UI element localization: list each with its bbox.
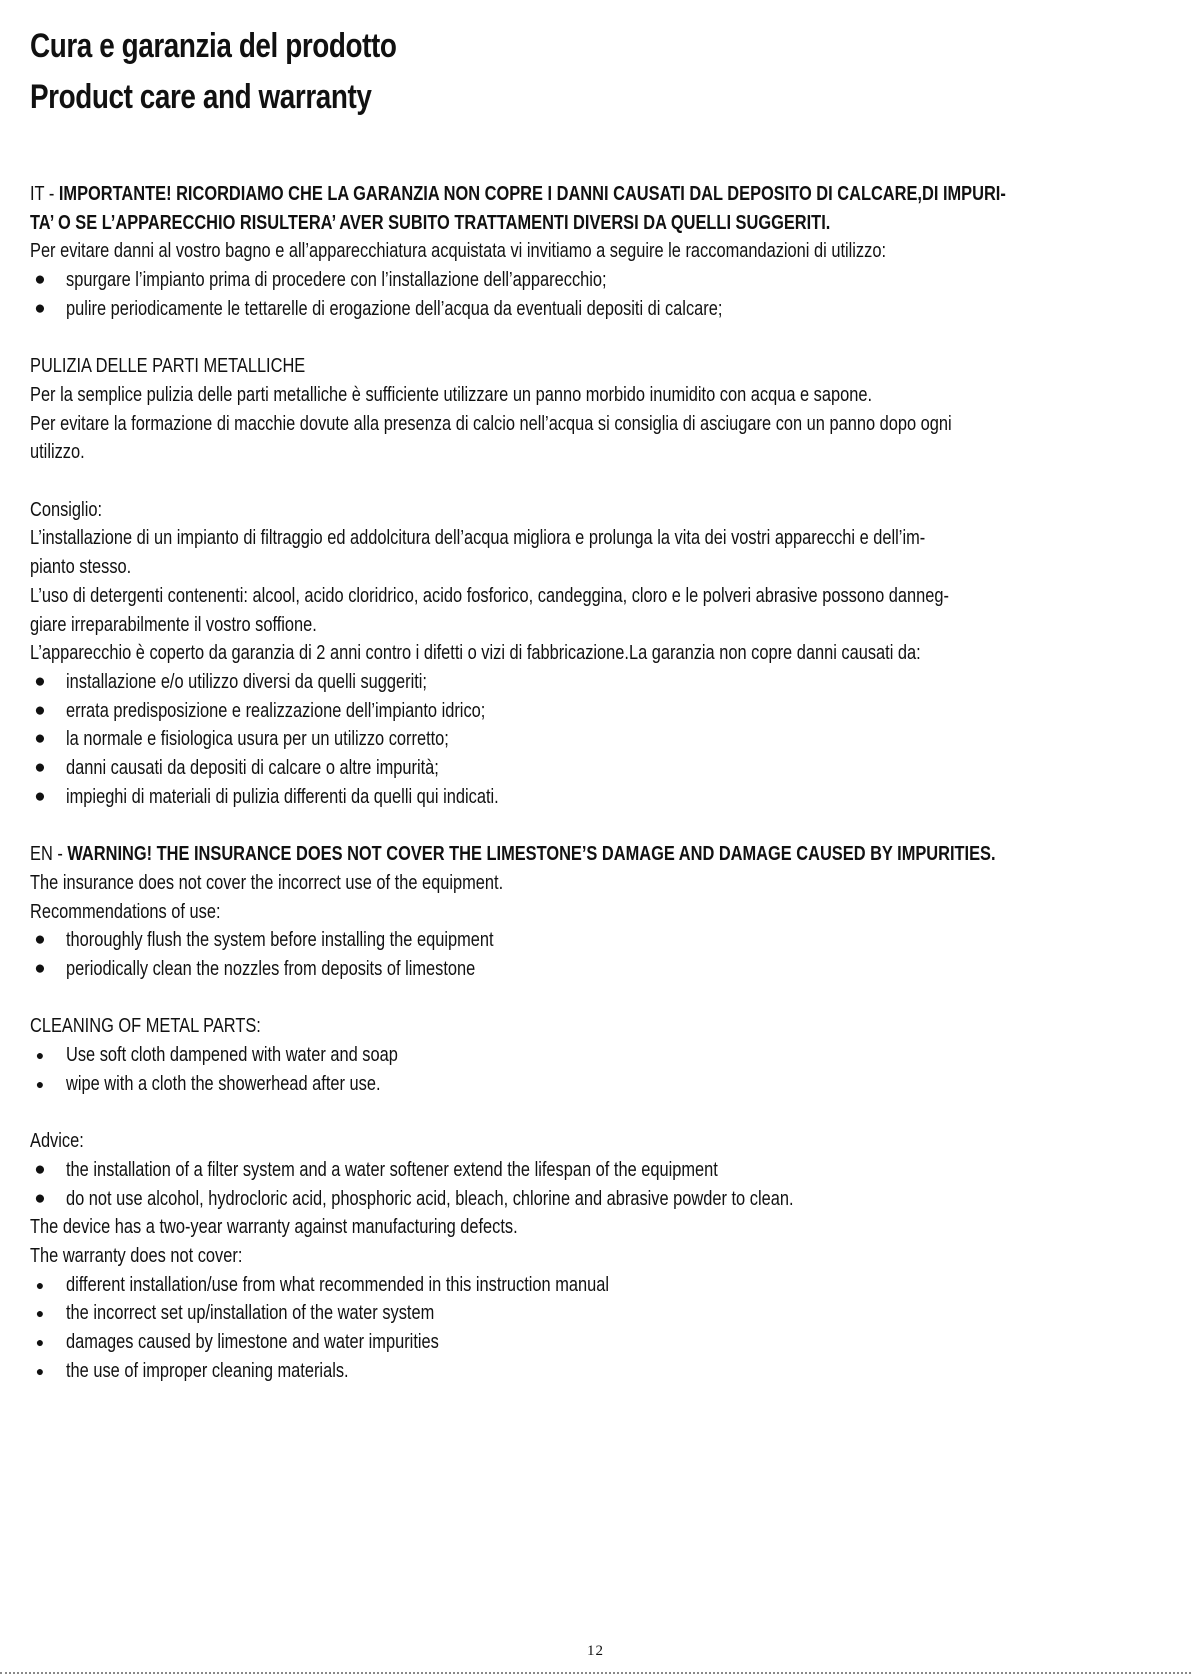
bullet-icon: ●: [34, 957, 46, 979]
it-warning-text-1: IMPORTANTE! RICORDIAMO CHE LA GARANZIA NON COPRE I DANNI CAUSATI DAL DEPOSITO DI CALCARE,DI IMPURI-: [58, 182, 1006, 205]
list-item: ● do not use alcohol, hydrocloric acid, phosphoric acid, bleach, chlorine and abrasive powder to clean.: [30, 1185, 1170, 1214]
it-warranty-line: L’apparecchio è coperto da garanzia di 2 anni contro i difetti o vizi di fabbricazione.La garanzia non copre danni causati da:: [30, 641, 921, 665]
list-item: ● errata predisposizione e realizzazione dell’impianto idrico;: [30, 697, 1170, 726]
it-warning-line-2: TA’ O SE L’APPARECCHIO RISULTERA’ AVER SUBITO TRATTAMENTI DIVERSI DA QUELLI SUGGERITI.: [30, 210, 831, 234]
page-number: 12: [587, 1643, 604, 1659]
italian-section: [30, 180, 1170, 811]
spacer: [30, 467, 1170, 496]
bullet-icon: ●: [35, 1276, 45, 1293]
title-english: Product care and warranty: [30, 78, 372, 116]
list-item: ● the incorrect set up/installation of the water system: [30, 1299, 1170, 1328]
en-line-2: Recommendations of use:: [30, 899, 221, 923]
it-intro: Per evitare danni al vostro bagno e all’apparecchiatura acquistata vi invitiamo a seguire le raccomandazioni di utilizzo:: [30, 239, 887, 263]
en-warranty-line-2: The warranty does not cover:: [30, 1243, 243, 1267]
list-item: ● la normale e fisiologica usura per un utilizzo corretto;: [30, 725, 1170, 754]
it-prefix: IT -: [30, 182, 59, 205]
it-cleaning-line-1: Per la semplice pulizia delle parti metalliche è sufficiente utilizzare un panno morbido inumidito con acqua e sapone.: [30, 382, 873, 406]
it-advice-line-2a: L’uso di detergenti contenenti: alcool, acido cloridrico, acido fosforico, candeggina, cloro e le polveri abrasive possono danneg-: [30, 583, 949, 607]
en-cleaning-list: [30, 1041, 1170, 1098]
bullet-icon: ●: [34, 757, 46, 779]
list-item: ● wipe with a cloth the showerhead after use.: [30, 1070, 1170, 1099]
it-advice-heading: Consiglio:: [30, 497, 103, 521]
document-body: [30, 180, 1170, 1385]
bullet-icon: ●: [34, 728, 46, 750]
english-section: [30, 840, 1170, 1385]
it-intro-list: [30, 266, 1170, 323]
it-warning-line-1: [30, 180, 1006, 209]
it-advice-line-1b: pianto stesso.: [30, 555, 132, 579]
list-item: ● periodically clean the nozzles from deposits of limestone: [30, 955, 1170, 984]
bullet-icon: ●: [34, 929, 46, 951]
list-item: ● the use of improper cleaning materials.: [30, 1357, 1170, 1386]
list-item: ● installazione e/o utilizzo diversi da quelli suggeriti;: [30, 668, 1170, 697]
it-cleaning-line-2b: utilizzo.: [30, 440, 85, 464]
en-advice-heading: Advice:: [30, 1129, 84, 1153]
list-item: ● pulire periodicamente le tettarelle di erogazione dell’acqua da eventuali depositi di calcare;: [30, 295, 1170, 324]
list-item: ● different installation/use from what recommended in this instruction manual: [30, 1271, 1170, 1300]
it-cleaning-heading: PULIZIA DELLE PARTI METALLICHE: [30, 354, 306, 378]
list-item: ● danni causati da depositi di calcare o altre impurità;: [30, 754, 1170, 783]
list-item: ● the installation of a filter system and a water softener extend the lifespan of the equipment: [30, 1156, 1170, 1185]
bullet-icon: ●: [34, 785, 46, 807]
spacer: [30, 811, 1170, 840]
bullet-icon: ●: [34, 699, 46, 721]
en-warning-line: [30, 840, 996, 869]
it-warranty-list: [30, 668, 1170, 812]
bullet-icon: ●: [34, 670, 46, 692]
bullet-icon: ●: [34, 1187, 46, 1209]
en-prefix: EN -: [30, 842, 68, 866]
it-advice-line-1a: L’installazione di un impianto di filtraggio ed addolcitura dell’acqua migliora e prolunga la vita dei vostri apparecchi e dell’im-: [30, 526, 926, 550]
bullet-icon: ●: [35, 1047, 45, 1064]
bullet-icon: ●: [34, 297, 46, 319]
title-italian: Cura e garanzia del prodotto: [30, 27, 397, 65]
en-warranty-list: [30, 1271, 1170, 1386]
en-warning-text: WARNING! THE INSURANCE DOES NOT COVER THE LIMESTONE’S DAMAGE AND DAMAGE CAUSED BY IMPURITIES.: [67, 842, 996, 866]
list-item: ● impieghi di materiali di pulizia differenti da quelli qui indicati.: [30, 783, 1170, 812]
list-item: ● Use soft cloth dampened with water and soap: [30, 1041, 1170, 1070]
bullet-icon: ●: [34, 269, 46, 291]
page-edge-divider: [0, 1672, 1191, 1674]
spacer: [30, 1098, 1170, 1127]
it-cleaning-line-2a: Per evitare la formazione di macchie dovute alla presenza di calcio nell’acqua si consiglia di asciugare con un panno dopo ogni: [30, 411, 952, 435]
en-cleaning-heading: CLEANING OF METAL PARTS:: [30, 1014, 261, 1038]
list-item: ● spurgare l’impianto prima di procedere con l’installazione dell’apparecchio;: [30, 266, 1170, 295]
en-line-1: The insurance does not cover the incorrect use of the equipment.: [30, 870, 504, 894]
en-use-list: [30, 926, 1170, 983]
spacer: [30, 324, 1170, 353]
bullet-icon: ●: [35, 1362, 45, 1379]
bullet-icon: ●: [35, 1305, 45, 1322]
it-advice-line-2b: giare irreparabilmente il vostro soffione.: [30, 612, 317, 636]
bullet-icon: ●: [35, 1075, 45, 1092]
en-advice-list: [30, 1156, 1170, 1213]
en-warranty-line-1: The device has a two-year warranty against manufacturing defects.: [30, 1215, 518, 1239]
list-item: ● thoroughly flush the system before installing the equipment: [30, 926, 1170, 955]
spacer: [30, 984, 1170, 1013]
bullet-icon: ●: [34, 1158, 46, 1180]
bullet-icon: ●: [35, 1334, 45, 1351]
list-item: ● damages caused by limestone and water impurities: [30, 1328, 1170, 1357]
